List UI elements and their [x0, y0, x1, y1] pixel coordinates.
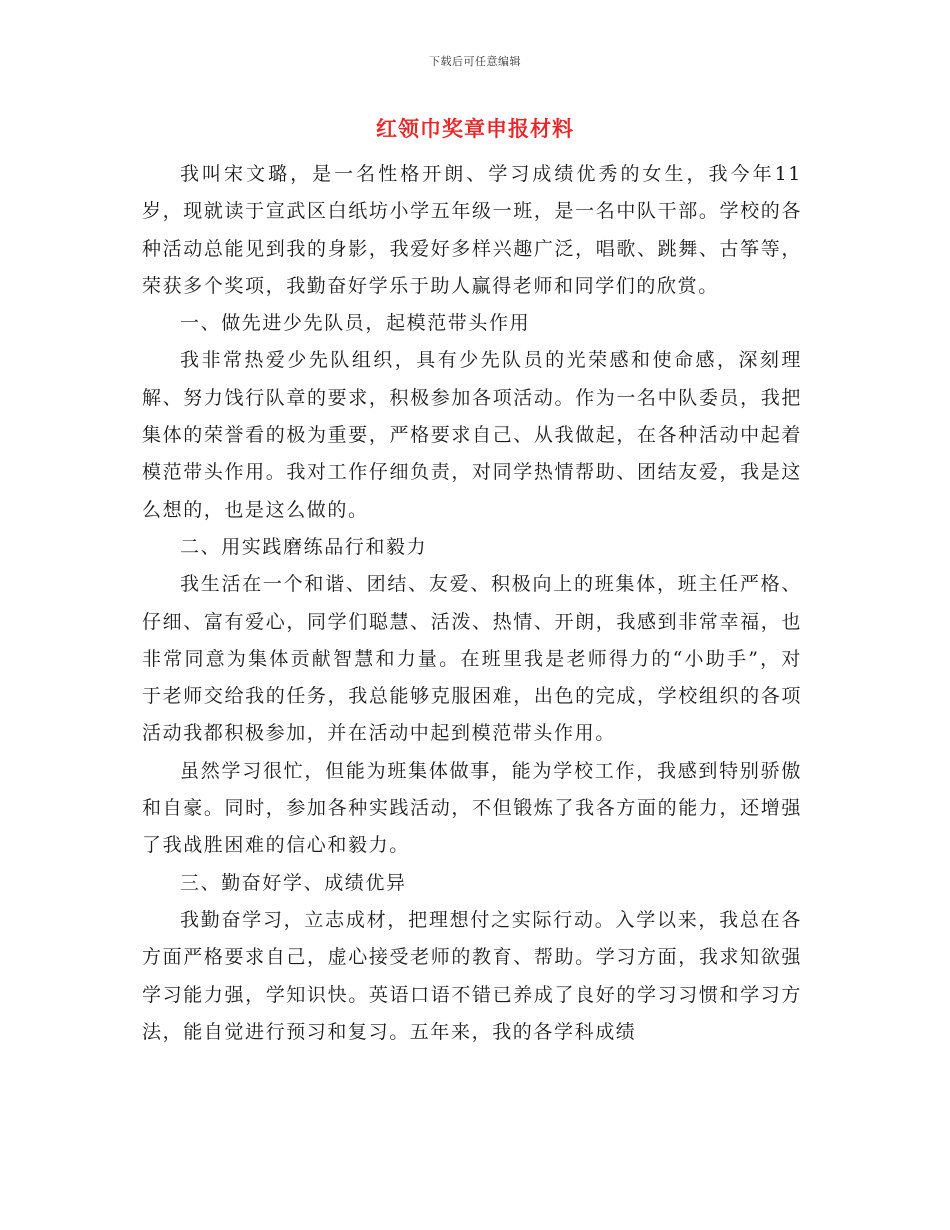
header-note: 下载后可任意编辑: [429, 55, 521, 68]
section-3-paragraph: 我勤奋学习，立志成材，把理想付之实际行动。入学以来，我总在各方面严格要求自己，虚心接受老师的教育、帮助。学习方面，我求知欲强学习能力强，学知识快。英语口语不错已养成了良好的学习习惯和学习方法，能自觉进行预习和复习。五年来，我的各学科成绩: [142, 908, 802, 1043]
section-heading-2: 二、用实践磨练品行和毅力: [180, 535, 428, 558]
intro-paragraph: 我叫宋文璐，是一名性格开朗、学习成绩优秀的女生，我今年11岁，现就读于宣武区白纸坊小学五年级一班，是一名中队干部。学校的各种活动总能见到我的身影，我爱好多样兴趣广泛，唱歌、跳舞、古筝等，荣获多个奖项，我勤奋好学乐于助人赢得老师和同学们的欣赏。: [142, 163, 802, 297]
section-heading-1: 一、做先进少先队员，起模范带头作用: [180, 312, 531, 335]
section-2-paragraph-1: 我生活在一个和谐、团结、友爱、积极向上的班集体，班主任严格、仔细、富有爱心，同学们聪慧、活泼、热情、开朗，我感到非常幸福，也非常同意为集体贡献智慧和力量。在班里我是老师得力的“小助手”，对于老师交给我的任务，我总能够克服困难，出色的完成，学校组织的各项活动我都积极参加，并在活动中起到模范带头作用。: [142, 573, 802, 745]
document-body: [142, 156, 802, 1051]
section-heading-3: 三、勤奋好学、成绩优异: [180, 871, 407, 894]
document-title: 红领巾奖章申报材料: [376, 116, 574, 141]
section-1-paragraph: 我非常热爱少先队组织，具有少先队员的光荣感和使命感，深刻理解、努力饯行队章的要求，积极参加各项活动。作为一名中队委员，我把集体的荣誉看的极为重要，严格要求自己、从我做起，在各种活动中起着模范带头作用。我对工作仔细负责，对同学热情帮助、团结友爱，我是这么想的，也是这么做的。: [142, 349, 802, 521]
section-2-paragraph-2: 虽然学习很忙，但能为班集体做事，能为学校工作，我感到特别骄傲和自豪。同时，参加各种实践活动，不但锻炼了我各方面的能力，还增强了我战胜困难的信心和毅力。: [142, 759, 802, 857]
